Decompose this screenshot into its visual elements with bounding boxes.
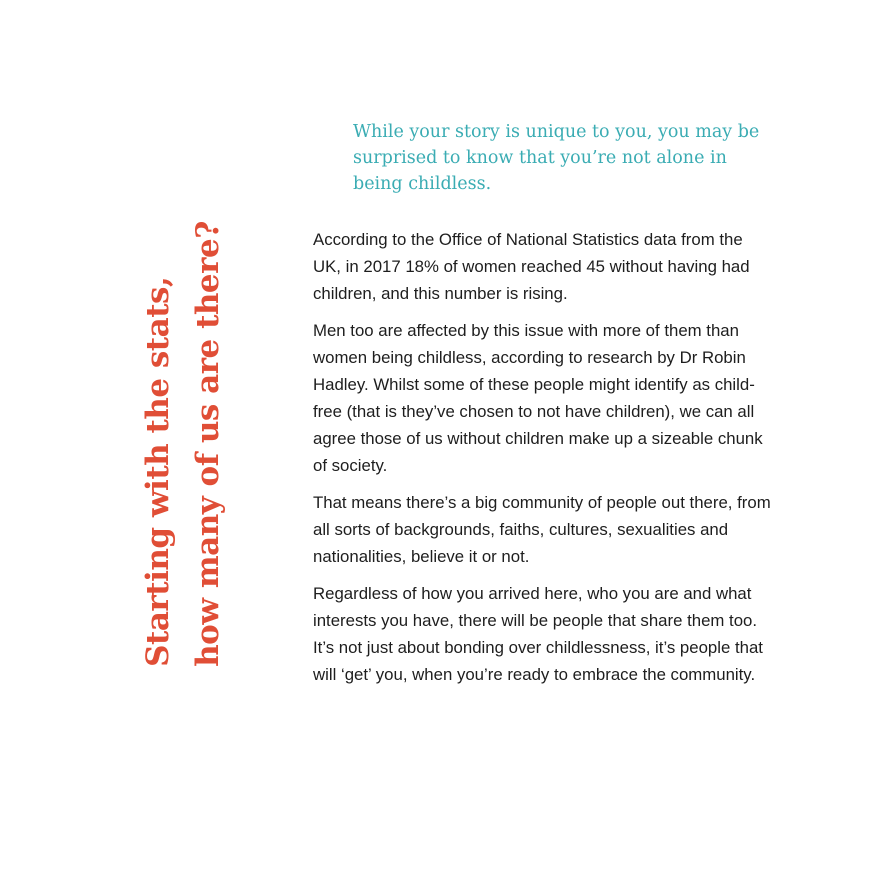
paragraph-2: Men too are affected by this issue with more of them than women being childless, according to research by Dr Robin Hadley. Whilst some of these people might identify as child-free (that is they’ve chosen to not have children), we can all agree those of us without children make up a sizeable chunk of society. [313, 321, 763, 475]
heading-text [133, 221, 233, 667]
paragraph-1: According to the Office of National Statistics data from the UK, in 2017 18% of women reached 45 without having had children, and this number is rising. [313, 230, 750, 303]
vertical-heading [135, 130, 231, 758]
paragraph-3: That means there’s a big community of people out there, from all sorts of backgrounds, faiths, cultures, sexualities and nationalities, believe it or not. [313, 493, 771, 566]
heading-line-1: Starting with the stats, [140, 276, 176, 667]
intro-callout: While your story is unique to you, you may be surprised to know that you’re not alone in being childless. [353, 122, 760, 194]
body-text [313, 226, 773, 698]
paragraph-4: Regardless of how you arrived here, who you are and what interests you have, there will be people that share them too. It’s not just about bonding over childlessness, it’s people that will ‘get’ you, when you’re ready to embrace the community. [313, 584, 763, 684]
heading-line-2: how many of us are there? [190, 221, 226, 667]
